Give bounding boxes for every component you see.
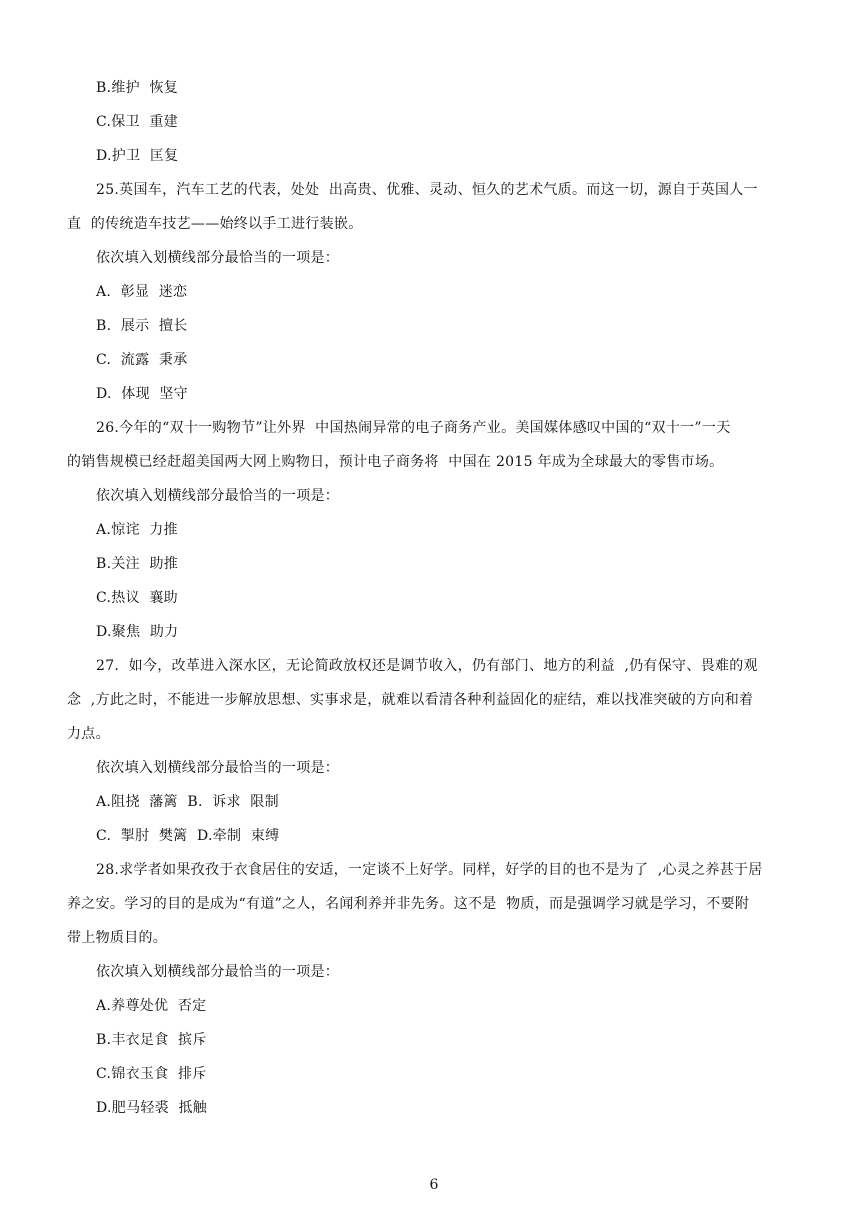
q27-stem-line1: 27. 如今，改革进入深水区，无论简政放权还是调节收入，仍有部门、地方的利益 ,仍有保守、畏难的观 [96,658,758,674]
q28-stem-line1: 28.求学者如果孜孜于衣食居住的安适，一定谈不上好学。同样，好学的目的也不是为了 ,心灵之养甚于居 [96,862,763,878]
q25-option-b: B. 展示 擅长 [96,318,188,334]
q28-option-a: A.养尊处优 否定 [96,998,207,1014]
q25-option-a: A. 彰显 迷恋 [96,284,188,300]
q24-option-d: D.护卫 匡复 [96,148,179,164]
q26-stem-line1: 26.今年的“双十一购物节”让外界 中国热闹异常的电子商务产业。美国媒体感叹中国的“双十一”一天 [96,420,731,436]
q27-options-line2: C. 掣肘 樊篱 D.牵制 束缚 [96,828,280,844]
q24-option-c: C.保卫 重建 [96,114,178,130]
page-number: 6 [429,1177,439,1193]
q27-stem-line3: 力点。 [67,726,110,742]
q26-option-b: B.关注 助推 [96,556,179,572]
q28-option-b: B.丰衣足食 摈斥 [96,1032,207,1048]
q27-stem-line2: 念 ,方此之时，不能进一步解放思想、实事求是，就难以看清各种利益固化的症结，难以找准突破的方向和着 [67,692,754,708]
q27-options-line1: A.阻挠 藩篱 B. 诉求 限制 [96,794,279,810]
q25-option-c: C. 流露 秉承 [96,352,188,368]
q26-instruction: 依次填入划横线部分最恰当的一项是： [96,488,340,504]
q26-option-a: A.惊诧 力推 [96,522,178,538]
q26-option-d: D.聚焦 助力 [96,624,179,640]
q28-stem-line2: 养之安。学习的目的是成为“有道”之人，名闻利养并非先务。这不是 物质，而是强调学习就是学习，不要附 [67,896,750,912]
q25-option-d: D. 体现 坚守 [96,386,188,402]
q28-option-d: D.肥马轻裘 抵触 [96,1100,208,1116]
q28-option-c: C.锦衣玉食 排斥 [96,1066,207,1082]
q28-instruction: 依次填入划横线部分最恰当的一项是： [96,964,340,980]
q26-option-c: C.热议 襄助 [96,590,178,606]
q25-stem-line1: 25.英国车，汽车工艺的代表，处处 出高贵、优雅、灵动、恒久的艺术气质。而这一切，源自于英国人一 [96,182,758,198]
q25-instruction: 依次填入划横线部分最恰当的一项是： [96,250,340,266]
q26-stem-line2: 的销售规模已经赶超美国两大网上购物日，预计电子商务将 中国在 2015 年成为全球最大的零售市场。 [67,454,724,470]
q24-option-b: B.维护 恢复 [96,80,179,96]
q28-stem-line3: 带上物质目的。 [67,930,168,946]
q25-stem-line2: 直 的传统造车技艺——始终以手工进行装嵌。 [67,216,363,232]
q27-instruction: 依次填入划横线部分最恰当的一项是： [96,760,340,776]
